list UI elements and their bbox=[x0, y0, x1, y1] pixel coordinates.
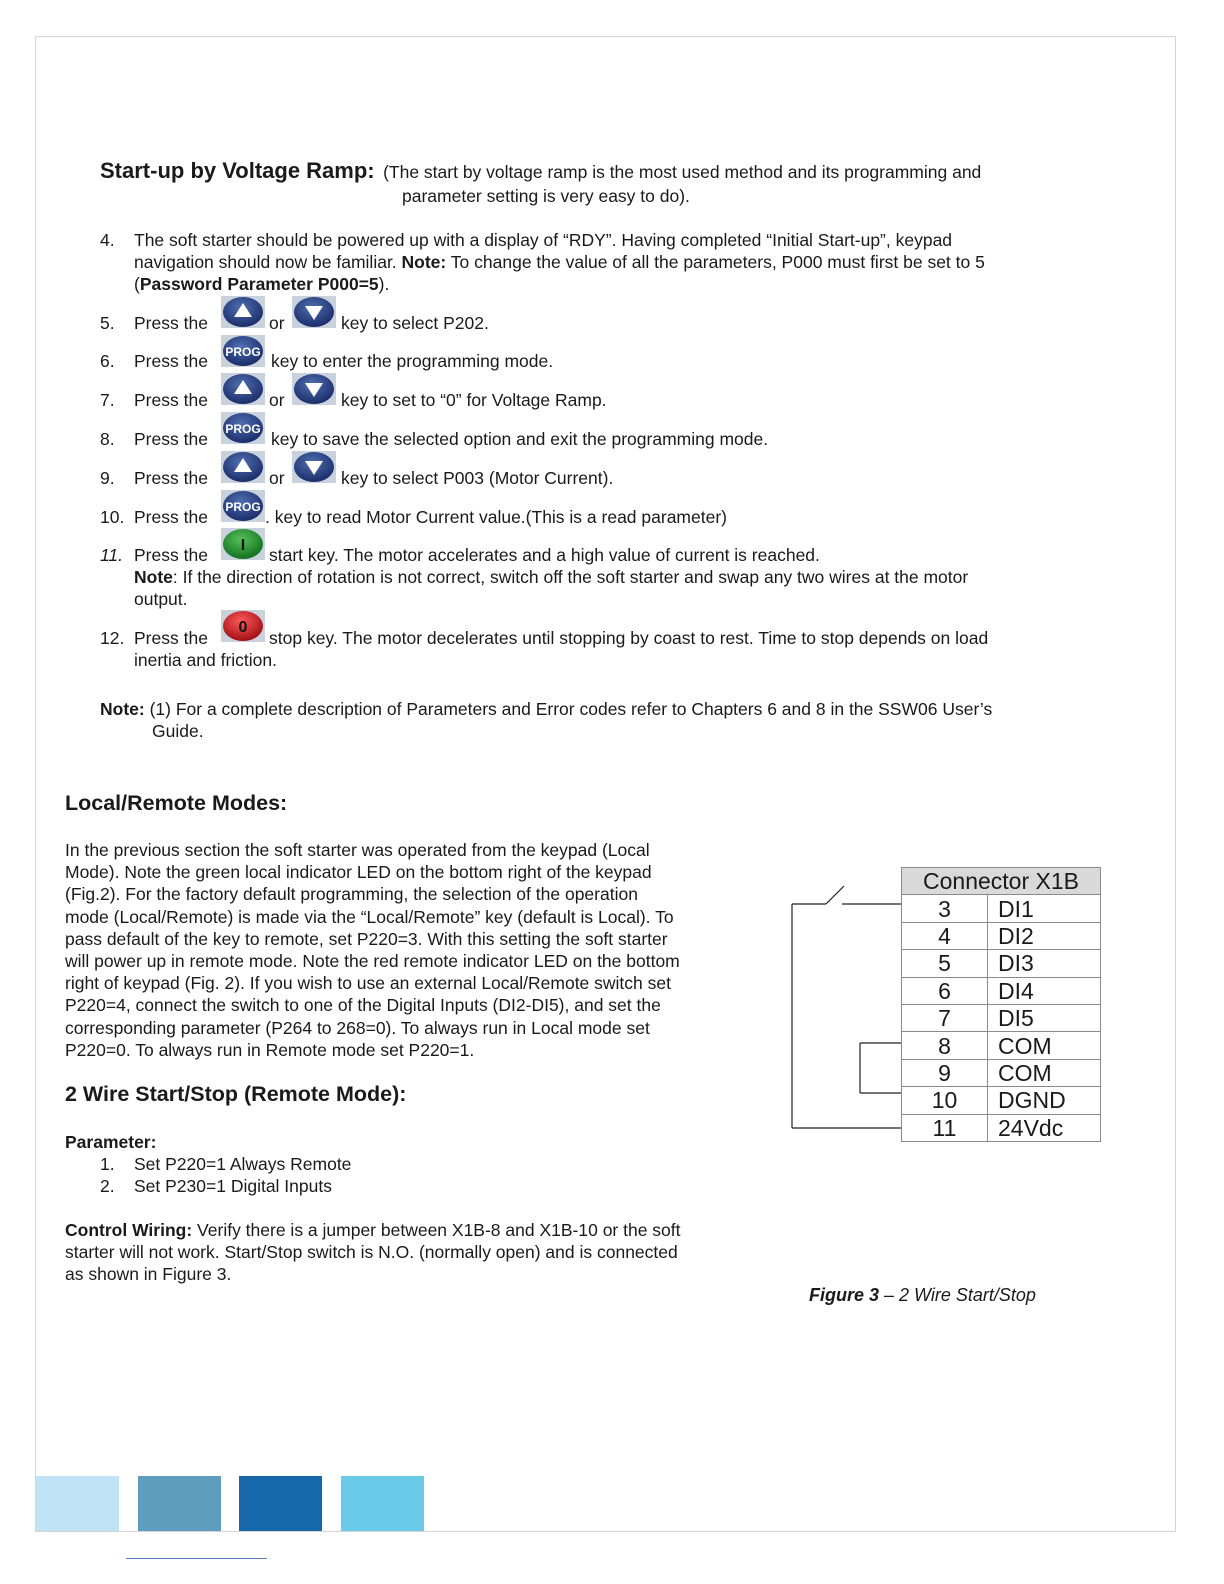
voltage-ramp-subtitle-2: parameter setting is very easy to do). bbox=[402, 186, 690, 206]
two-wire-title: 2 Wire Start/Stop (Remote Mode): bbox=[65, 1082, 407, 1106]
note-label: Note: bbox=[401, 252, 447, 272]
step-4 bbox=[100, 229, 952, 251]
step-9 bbox=[100, 467, 208, 489]
table-row bbox=[902, 895, 1101, 922]
pin-signal: DGND bbox=[988, 1087, 1101, 1114]
step-text: start key. The motor accelerates and a high value of current is reached. bbox=[269, 545, 820, 565]
step-number: 5. bbox=[100, 313, 115, 333]
prog-key-icon bbox=[221, 490, 265, 522]
pin-signal: COM bbox=[988, 1032, 1101, 1059]
prog-key-icon bbox=[221, 412, 265, 444]
wiring-text: Verify there is a jumper between X1B-8 and X1B-10 or the soft bbox=[192, 1220, 681, 1240]
step-6 bbox=[100, 350, 208, 372]
table-row bbox=[902, 1114, 1101, 1141]
prog-key-icon bbox=[221, 335, 265, 367]
step-text: Press the bbox=[134, 628, 208, 648]
table-row bbox=[902, 1059, 1101, 1086]
prog-label: PROG bbox=[225, 422, 261, 436]
local-remote-paragraph bbox=[65, 839, 745, 1061]
step-text: key to select P202. bbox=[341, 313, 489, 333]
paragraph-line: right of keypad (Fig. 2). If you wish to use an external Local/Remote switch set bbox=[65, 973, 671, 994]
footer-bar-light bbox=[36, 1476, 119, 1531]
up-arrow-key-icon bbox=[221, 296, 265, 328]
parameter-item bbox=[100, 1153, 351, 1175]
step-text: key to enter the programming mode. bbox=[271, 351, 554, 371]
wiring-diagram bbox=[780, 880, 910, 1140]
pin-number: 10 bbox=[902, 1087, 988, 1114]
down-arrow-key-icon bbox=[292, 373, 336, 405]
pin-number: 3 bbox=[902, 895, 988, 922]
pin-signal: 24Vdc bbox=[988, 1114, 1101, 1141]
step-text: Press the bbox=[134, 545, 208, 565]
up-arrow-key-icon bbox=[221, 373, 265, 405]
pin-number: 5 bbox=[902, 950, 988, 977]
start-label: I bbox=[240, 537, 246, 554]
item-number: 2. bbox=[100, 1176, 115, 1196]
step-4-line3 bbox=[134, 273, 389, 295]
item-text: Set P220=1 Always Remote bbox=[134, 1154, 352, 1174]
wiring-label: Control Wiring: bbox=[65, 1220, 193, 1240]
step-number: 7. bbox=[100, 390, 115, 410]
guide-note bbox=[100, 698, 992, 720]
pin-number: 11 bbox=[902, 1114, 988, 1141]
or-text: or bbox=[269, 390, 285, 410]
paragraph-line: Mode). Note the green local indicator LED on the bottom right of the keypad bbox=[65, 862, 652, 883]
step-text: To change the value of all the parameters, P000 must first be set to 5 bbox=[446, 252, 985, 272]
pin-signal: DI1 bbox=[988, 895, 1101, 922]
table-row bbox=[902, 977, 1101, 1004]
paren: ). bbox=[378, 274, 390, 294]
step-11 bbox=[100, 544, 208, 566]
pin-number: 9 bbox=[902, 1059, 988, 1086]
paragraph-line: mode (Local/Remote) is made via the “Local/Remote” key (default is Local). To bbox=[65, 906, 674, 927]
connector-x1b-table bbox=[901, 867, 1101, 1142]
stop-key-icon bbox=[221, 610, 265, 642]
table-row bbox=[902, 1004, 1101, 1031]
item-text: Set P230=1 Digital Inputs bbox=[134, 1176, 332, 1196]
pin-signal: COM bbox=[988, 1059, 1101, 1086]
footer-bar-blue bbox=[239, 1476, 322, 1531]
or-text: or bbox=[269, 313, 285, 333]
paragraph-line: P220=0. To always run in Remote mode set P220=1. bbox=[65, 1039, 475, 1060]
paragraph-line: P220=4, connect the switch to one of the Digital Inputs (DI2-DI5), and set the bbox=[65, 995, 661, 1016]
step-text: Press the bbox=[134, 507, 208, 527]
figure-caption bbox=[809, 1285, 1036, 1306]
password-parameter: Password Parameter P000=5 bbox=[139, 274, 379, 294]
paragraph-line: (Fig.2). For the factory default programming, the selection of the operation bbox=[65, 884, 638, 905]
or-text: or bbox=[269, 468, 285, 488]
pin-number: 7 bbox=[902, 1004, 988, 1031]
step-text: navigation should now be familiar. bbox=[134, 252, 402, 272]
step-text: key to set to “0” for Voltage Ramp. bbox=[341, 390, 607, 410]
step-number: 6. bbox=[100, 351, 115, 371]
step-11-note bbox=[134, 566, 968, 588]
local-remote-title: Local/Remote Modes: bbox=[65, 791, 288, 815]
down-arrow-key-icon bbox=[292, 296, 336, 328]
paragraph-line: corresponding parameter (P264 to 268=0). To always run in Local mode set bbox=[65, 1017, 650, 1038]
control-wiring-3: as shown in Figure 3. bbox=[65, 1264, 232, 1284]
paren: ( bbox=[134, 274, 140, 294]
start-key-icon bbox=[221, 528, 265, 560]
note-text: : If the direction of rotation is not correct, switch off the soft starter and swap any two wires at the motor bbox=[172, 567, 969, 587]
parameter-item bbox=[100, 1175, 332, 1197]
item-number: 1. bbox=[100, 1154, 115, 1174]
figure-label: Figure 3 bbox=[809, 1285, 880, 1305]
step-12-line2: inertia and friction. bbox=[134, 650, 277, 670]
step-12 bbox=[100, 627, 208, 649]
voltage-ramp-subtitle: (The start by voltage ramp is the most used method and its programming and bbox=[383, 162, 982, 182]
table-row bbox=[902, 922, 1101, 949]
pin-signal: DI4 bbox=[988, 977, 1101, 1004]
step-number: 8. bbox=[100, 429, 115, 449]
table-row bbox=[902, 1087, 1101, 1114]
guide-note-2: Guide. bbox=[152, 721, 204, 741]
note-label: Note bbox=[134, 567, 173, 587]
stop-label: 0 bbox=[238, 619, 248, 636]
note-label: Note: bbox=[100, 699, 145, 719]
step-10 bbox=[100, 506, 208, 528]
paragraph-line: pass default of the key to remote, set P220=3. With this setting the soft starter bbox=[65, 928, 668, 949]
step-8 bbox=[100, 428, 208, 450]
step-text: Press the bbox=[134, 390, 208, 410]
step-11-note-2: output. bbox=[134, 589, 188, 609]
step-number: 9. bbox=[100, 468, 115, 488]
voltage-ramp-heading bbox=[100, 158, 981, 184]
pin-signal: DI5 bbox=[988, 1004, 1101, 1031]
step-text: Press the bbox=[134, 468, 208, 488]
step-number: 10. bbox=[100, 507, 125, 527]
step-number: 12. bbox=[100, 628, 125, 648]
step-4-line2 bbox=[134, 251, 985, 273]
prog-label: PROG bbox=[225, 345, 261, 359]
voltage-ramp-title: Start-up by Voltage Ramp: bbox=[100, 158, 375, 183]
paragraph-line: will power up in remote mode. Note the red remote indicator LED on the bottom bbox=[65, 951, 680, 972]
step-5 bbox=[100, 312, 208, 334]
note-text: (1) For a complete description of Parameters and Error codes refer to Chapters 6 and 8 in the SSW06 User’s bbox=[144, 699, 993, 719]
figure-title: – 2 Wire Start/Stop bbox=[879, 1285, 1036, 1305]
control-wiring bbox=[65, 1219, 681, 1241]
step-text: Press the bbox=[134, 313, 208, 333]
step-text: key to select P003 (Motor Current). bbox=[341, 468, 614, 488]
step-text: . key to read Motor Current value.(This is a read parameter) bbox=[265, 507, 727, 527]
footer-bar-steel bbox=[138, 1476, 221, 1531]
parameter-label: Parameter: bbox=[65, 1132, 157, 1152]
step-number: 11. bbox=[100, 545, 124, 565]
table-row bbox=[902, 1032, 1101, 1059]
paragraph-line: In the previous section the soft starter was operated from the keypad (Local bbox=[65, 840, 650, 860]
control-wiring-2: starter will not work. Start/Stop switch is N.O. (normally open) and is connected bbox=[65, 1242, 678, 1262]
pin-number: 6 bbox=[902, 977, 988, 1004]
pin-signal: DI3 bbox=[988, 950, 1101, 977]
down-arrow-key-icon bbox=[292, 451, 336, 483]
step-number: 4. bbox=[100, 230, 115, 250]
step-text: Press the bbox=[134, 429, 208, 449]
connector-header: Connector X1B bbox=[902, 868, 1101, 895]
step-text: The soft starter should be powered up with a display of “RDY”. Having completed “Initial Start-up”, keypad bbox=[134, 230, 953, 250]
up-arrow-key-icon bbox=[221, 451, 265, 483]
pin-number: 8 bbox=[902, 1032, 988, 1059]
pin-signal: DI2 bbox=[988, 922, 1101, 949]
step-text: stop key. The motor decelerates until stopping by coast to rest. Time to stop depends on load bbox=[269, 628, 989, 648]
prog-label: PROG bbox=[225, 500, 261, 514]
footer-link-underline bbox=[126, 1558, 267, 1559]
step-7 bbox=[100, 389, 208, 411]
pin-number: 4 bbox=[902, 922, 988, 949]
step-text: Press the bbox=[134, 351, 208, 371]
footer-bar-cyan bbox=[341, 1476, 424, 1531]
table-row bbox=[902, 950, 1101, 977]
step-text: key to save the selected option and exit the programming mode. bbox=[271, 429, 769, 449]
